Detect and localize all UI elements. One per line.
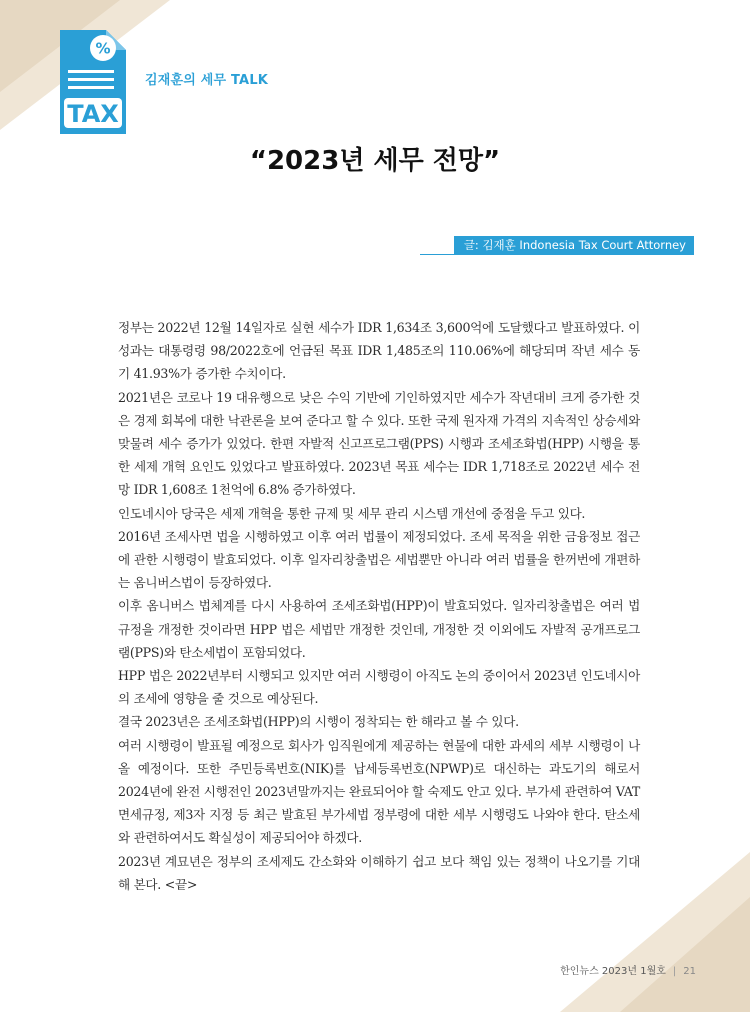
paragraph: 이후 옴니버스 법체계를 다시 사용하여 조세조화법(HPP)이 발효되었다. 일자리창출법은 여러 법 규정을 개정한 것이라면 HPP 법은 세법만 개정한 것인데, 개정한 것 이외에도 자발적 공개프로그램(PPS)와 탄소세법이 포함되었다.: [118, 598, 640, 660]
article-title: “2023년 세무 전망”: [249, 146, 501, 176]
paragraph: 인도네시아 당국은 세제 개혁을 통한 규제 및 세무 관리 시스템 개선에 중점을 두고 있다.: [118, 505, 586, 521]
paragraph: 여러 시행령이 발표될 예정으로 회사가 임직원에게 제공하는 현물에 대한 과세의 세부 시행령이 나올 예정이다. 또한 주민등록번호(NIK)를 납세등록번호(NPWP)로 대신하는 과도기의 해로서 2024년에 완전 시행전인 2023년말까지는 완료되어야 할 숙제도 안고 있다. 부가세 관련하여 VAT 면세규정, 제3자 지정 등 최근 발효된 부가세법 정부령에 대한 세부 시행령도 나와야 한다. 탄소세와 관련하여서도 확실성이 제공되어야 하겠다.: [118, 737, 640, 846]
article-body: [118, 316, 640, 896]
page-footer: [560, 962, 696, 977]
paragraph: 2023년 계묘년은 정부의 조세제도 간소화와 이해하기 쉽고 보다 책임 있는 정책이 나오기를 기대해 본다. <끝>: [118, 853, 640, 892]
paragraph: 정부는 2022년 12월 14일자로 실현 세수가 IDR 1,634조 3,600억에 도달했다고 발표하였다. 이 성과는 대통령령 98/2022호에 언급된 목표 IDR 1,485조의 110.06%에 해당되며 작년 세수 동기 41.93%가 증가한 수치이다.: [118, 320, 640, 382]
paragraph: 2021년은 코로나 19 대유행으로 낮은 수익 기반에 기인하였지만 세수가 작년대비 크게 증가한 것은 경제 회복에 대한 낙관론을 보여 준다고 할 수 있다. 또한 국제 원자재 가격의 지속적인 상승세와 맞물려 세수 증가가 있었다. 한편 자발적 신고프로그램(PPS) 시행과 조세조화법(HPP) 시행을 통한 세제 개혁 요인도 있었다고 발표하였다. 2023년 목표 세수는 IDR 1,718조로 2022년 세수 전망 IDR 1,608조 1천억에 6.8% 증가하였다.: [118, 389, 641, 498]
paragraph: 결국 2023년은 조세조화법(HPP)의 시행이 정착되는 한 해라고 볼 수 있다.: [118, 714, 519, 730]
paragraph: 2016년 조세사면 법을 시행하였고 이후 여러 법률이 제정되었다. 조세 목적을 위한 금융정보 접근에 관한 시행령이 발효되었다. 이후 일자리창출법은 세법뿐만 아니라 여러 법률을 한꺼번에 개편하는 옴니버스법이 등장하였다.: [118, 528, 640, 591]
footer-separator: |: [672, 966, 677, 977]
author-byline: 글: 김재훈 Indonesia Tax Court Attorney: [454, 236, 694, 255]
publication-name: 한인뉴스 2023년 1월호: [560, 966, 666, 977]
tax-document-icon: [56, 26, 130, 138]
byline-divider: [420, 254, 694, 255]
page-number: 21: [683, 966, 696, 977]
section-label: 김재훈의 세무 TALK: [145, 73, 269, 88]
percent-glyph: %: [95, 39, 111, 58]
tax-icon-label: TAX: [67, 100, 119, 128]
paragraph: HPP 법은 2022년부터 시행되고 있지만 여러 시행령이 아직도 논의 중이어서 2023년 인도네시아의 조세에 영향을 줄 것으로 예상된다.: [118, 668, 640, 707]
